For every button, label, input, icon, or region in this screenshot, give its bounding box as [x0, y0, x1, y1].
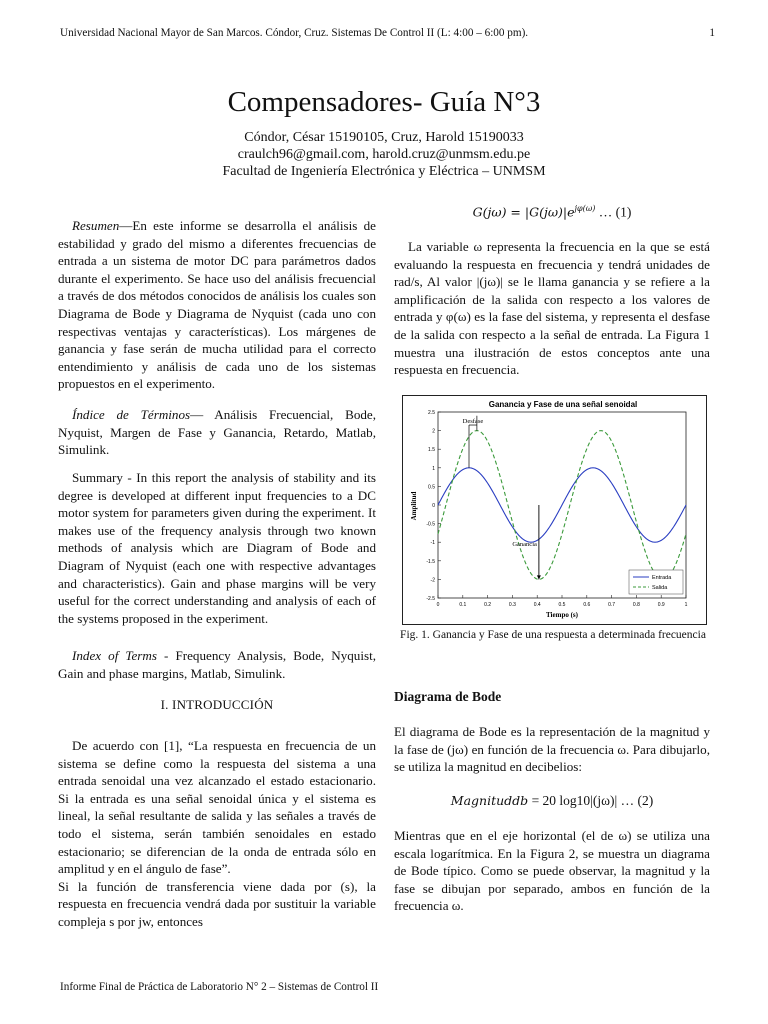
paragraph-variable: [394, 238, 710, 379]
author-names: Cóndor, César 15190105, Cruz, Harold 15190033: [244, 130, 524, 145]
running-header: [60, 27, 715, 39]
paragraph-bode: [394, 723, 710, 776]
resumen-text: —En este informe se desarrolla el análisis de estabilidad y grado del mismo a diferentes frecuencias de entrada a un sistema de motor DC para parámetros dados durante el experimento. Se hace uso del análisis frecuencial a través de dos métodos conocidos de análisis los cuales son Diagrama de Bode y Diagrama de Nyquist (cada uno con respectivas ventajas y características). Los márgenes de ganancia y fase serán de mucha utilidad para el correcto entendimiento y análisis de cada uno de los sistemas propuestos en el experimento.: [58, 218, 376, 392]
legend-label-salida: Salida: [652, 585, 668, 591]
paragraph-log-scale-text: Mientras que en el eje horizontal (el de ω) se utiliza una escala logarítmica. En la Figura 2, se muestra un diagrama de Bode típico. Como se puede observar, la magnitud y la fase se dibujan por separado, ambos en función de la frecuencia ω.: [394, 828, 710, 914]
y-tick-label: 0: [432, 503, 435, 509]
x-tick-label: 0.3: [508, 602, 516, 608]
x-tick-label: 0.9: [657, 602, 665, 608]
y-tick-label: 2.5: [428, 410, 435, 416]
keywords-en: [58, 647, 376, 682]
x-tick-label: 0.6: [583, 602, 591, 608]
indice-text: — Análisis Frecuencial, Bode, Nyquist, Margen de Fase y Ganancia, Retardo, Matlab, Simulink.: [58, 407, 376, 458]
y-tick-label: -2.5: [426, 596, 435, 602]
y-tick-label: -2: [430, 577, 435, 584]
x-tick-label: 0: [436, 602, 440, 608]
resumen-label: Resumen: [72, 218, 120, 233]
paragraph-log-scale: [394, 827, 710, 915]
bode-heading: Diagrama de Bode: [394, 689, 502, 704]
series-line-entrada: [438, 468, 686, 542]
equation-1-sup: jφ(ω): [574, 204, 596, 213]
page-number: 1: [709, 27, 715, 39]
x-tick-label: 0.2: [484, 602, 492, 608]
chart-ylabel: Amplitud: [410, 491, 418, 521]
equation-2: [394, 793, 710, 809]
gain-phase-chart: [403, 396, 706, 624]
annotation-ganancia: Ganancia: [512, 540, 537, 548]
equation-1: [394, 204, 710, 221]
abstract-es: [58, 217, 376, 393]
equation-1-tail: … (1): [595, 204, 632, 220]
summary-text: Summary - In this report the analysis of stability and its degree is developed at different input frequencies to a DC motor system for parameters given during the experiment. It makes use of the frequency analysis through two known methods of analysis which are Diagram of Bode and Diagram of Nyquist (each one with respective advantages and characteristics). Gain and phase margins will be very useful for the correct understanding and analysis of each of the systems proposed in the experiment.: [58, 470, 376, 626]
x-tick-label: 0.5: [558, 602, 566, 608]
paper-title: Compensadores- Guía N°3: [227, 86, 541, 118]
chart-legend: [629, 570, 683, 594]
author-emails: craulch96@gmail.com, harold.cruz@unmsm.edu.pe: [237, 147, 531, 162]
y-tick-label: 2: [432, 428, 435, 435]
abstract-en: [58, 469, 376, 627]
equation-1-main: G(jω) = |G(jω)|e: [472, 204, 575, 220]
page-footer: Informe Final de Práctica de Laboratorio N° 2 – Sistemas de Control II: [60, 981, 379, 993]
x-tick-label: 0.4: [533, 602, 541, 608]
chart-xlabel: Tiempo (s): [546, 611, 578, 619]
y-tick-label: -1: [430, 540, 435, 547]
y-tick-label: 1: [432, 465, 435, 472]
intro: [58, 737, 376, 931]
keywords-es: [58, 406, 376, 459]
chart-title: Ganancia y Fase de una señal senoidal: [488, 400, 638, 409]
x-tick-label: 1: [684, 602, 688, 608]
x-tick-label: 0.7: [608, 602, 616, 608]
running-header-text: Universidad Nacional Mayor de San Marcos. Cóndor, Cruz. Sistemas De Control II (L: 4:00 – 6:00 pm).: [60, 27, 529, 39]
equation-2-rest: = 20 log10|(jω)| … (2): [528, 793, 654, 808]
legend-label-entrada: Entrada: [652, 575, 672, 581]
figure-1: [402, 395, 707, 625]
x-tick-label: 0.8: [632, 602, 640, 608]
y-tick-label: -0.5: [426, 521, 435, 528]
author-affiliation: Facultad de Ingeniería Electrónica y Eléctrica – UNMSM: [222, 164, 546, 179]
figure-1-caption: Fig. 1. Ganancia y Fase de una respuesta a determinada frecuencia: [400, 629, 706, 641]
paragraph-variable-text: La variable ω representa la frecuencia en la que se está evaluando la respuesta en frecuencia y tendrá unidades de rad/s, Al valor |(jω)| se le llama ganancia y se refiere a la amplificación de la salida con respecto a los valores de entrada y φ(ω) es la fase del sistema, y representa el desfase de la salida con respecto a la señal de entrada. La Figura 1 muestra una ilustración de estos conceptos ante una respuesta en frecuencia.: [394, 239, 710, 378]
y-tick-label: 0.5: [428, 484, 435, 491]
annotation-desfase: Desfase: [462, 418, 484, 426]
paragraph-bode-text: El diagrama de Bode es la representación de la magnitud y la fase de (jω) en función de la frecuencia ω. Para dibujarlo, se utiliza la magnitud en decibelios:: [394, 724, 710, 775]
indice-label: Índice de Términos: [72, 407, 191, 422]
x-tick-label: 0.1: [459, 602, 467, 608]
y-tick-label: -1.5: [426, 558, 435, 565]
intro-paragraph-2: Si la función de transferencia viene dada por (s), la respuesta en frecuencia vendrá dada por sustituir la variable compleja s por jw, entonces: [58, 878, 376, 929]
intro-paragraph-1: De acuerdo con [1], “La respuesta en frecuencia de un sistema se define como la respuesta del sistema a una entrada senoidal una vez alcanzado el estado estacionario. Si la entrada es una señal senoidal única y el sistema es lineal, la señal resultante de salida y las señales a través de todo el sistema, serán también senoidales en estado estacionario; se diferencian de la onda de entrada sólo en amplitud y en el ángulo de fase”.: [58, 738, 376, 877]
index-label: Index of Terms: [72, 648, 157, 663]
section-heading: I. INTRODUCCIÓN: [160, 697, 274, 712]
index-text: - Frequency Analysis, Bode, Nyquist, Gain and phase margins, Matlab, Simulink.: [58, 648, 376, 681]
y-tick-label: 1.5: [428, 447, 435, 454]
equation-2-label: Magnituddb: [450, 793, 529, 808]
